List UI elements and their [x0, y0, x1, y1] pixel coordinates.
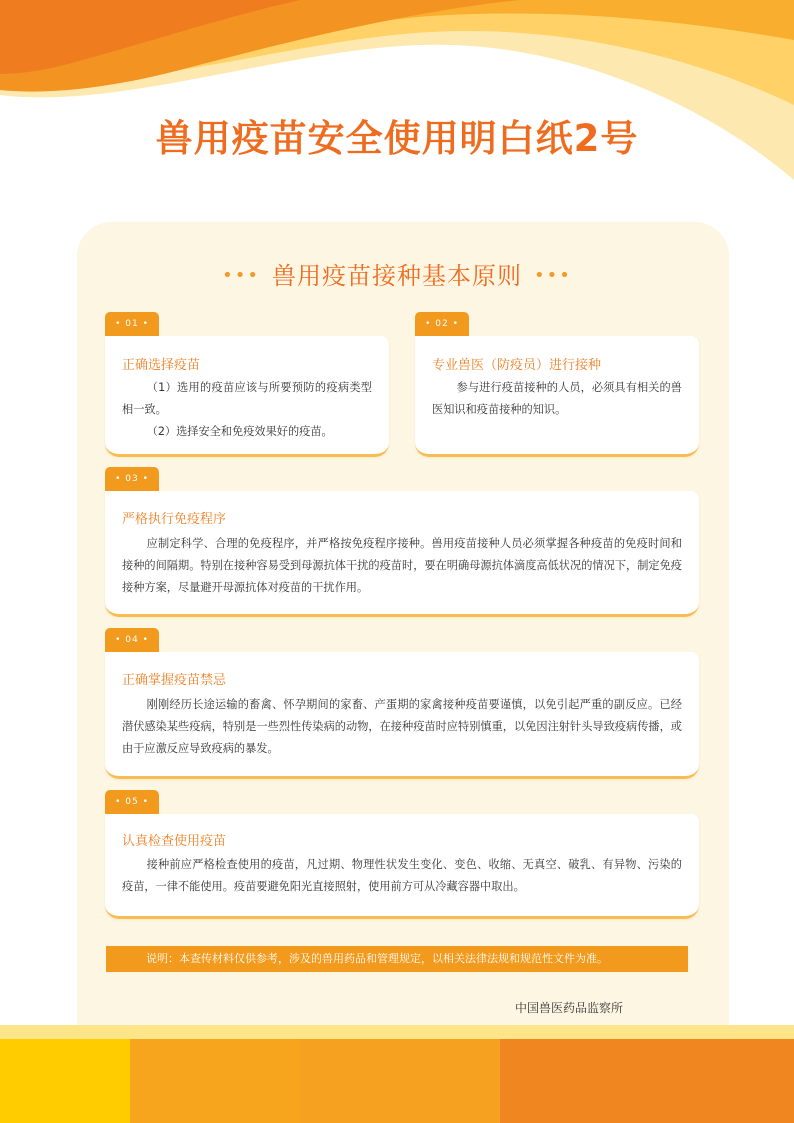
card-tag-02: • 02 • — [415, 312, 469, 336]
disclaimer-note: 说明：本查传材料仅供参考，涉及的兽用药品和管理规定，以相关法律法规和规范性文件为准。 — [106, 946, 688, 972]
card-01 — [105, 336, 389, 457]
card-body — [432, 377, 682, 421]
card-title: 严格执行免疫程序 — [122, 512, 227, 527]
section-heading — [0, 256, 794, 291]
card-paragraph: 应制定科学、合理的免疫程序，并严格按免疫程序接种。兽用疫苗接种人员必须掌握各种疫苗的免疫时间和接种的间隔期。特别在接种容易受到母源抗体干扰的疫苗时，要在明确母源抗体滴度高低状况的情况下，制定免疫接种方案，尽量避开母源抗体对疫苗的干扰作用。 — [122, 537, 682, 594]
footer-color-bar — [0, 1025, 794, 1123]
card-03 — [105, 491, 699, 617]
card-04 — [105, 652, 699, 779]
decorative-dots-right: ••• — [534, 265, 572, 286]
decorative-dots-left: ••• — [222, 265, 260, 286]
card-paragraph: 刚刚经历长途运输的畜禽、怀孕期间的家畜、产蛋期的家禽接种疫苗要谨慎，以免引起严重的副反应。已经潜伏感染某些疫病，特别是一些烈性传染病的动物，在接种疫苗时应特别慎重，以免因注射针头导致疫病传播，或由于应激反应导致疫病的暴发。 — [122, 698, 682, 755]
card-tag-01: • 01 • — [105, 312, 159, 336]
card-body — [122, 533, 682, 599]
card-tag-03: • 03 • — [105, 467, 159, 491]
page-title: 兽用疫苗安全使用明白纸2号 — [155, 117, 639, 160]
card-body — [122, 377, 372, 443]
card-body — [122, 694, 682, 760]
card-title: 正确掌握疫苗禁忌 — [122, 673, 227, 688]
publisher-name: 中国兽医药品监察所 — [515, 1001, 624, 1015]
card-title: 专业兽医（防疫员）进行接种 — [432, 358, 602, 373]
card-body — [122, 854, 682, 898]
card-05 — [105, 814, 699, 919]
card-paragraph: 参与进行疫苗接种的人员，必须具有相关的兽医知识和疫苗接种的知识。 — [432, 381, 682, 416]
card-title: 正确选择疫苗 — [122, 358, 201, 373]
card-paragraph: （1）选用的疫苗应该与所要预防的疫病类型相一致。 — [122, 381, 372, 416]
section-heading-text: 兽用疫苗接种基本原则 — [272, 262, 522, 290]
card-tag-05: • 05 • — [105, 790, 159, 814]
card-paragraph: （2）选择安全和免疫效果好的疫苗。 — [146, 425, 333, 438]
card-paragraph: 接种前应严格检查使用的疫苗，凡过期、物理性状发生变化、变色、收缩、无真空、破乳、有异物、污染的疫苗，一律不能使用。疫苗要避免阳光直接照射，使用前方可从冷藏容器中取出。 — [122, 858, 682, 893]
card-title: 认真检查使用疫苗 — [122, 834, 227, 849]
card-02 — [415, 336, 699, 457]
card-tag-04: • 04 • — [105, 628, 159, 652]
